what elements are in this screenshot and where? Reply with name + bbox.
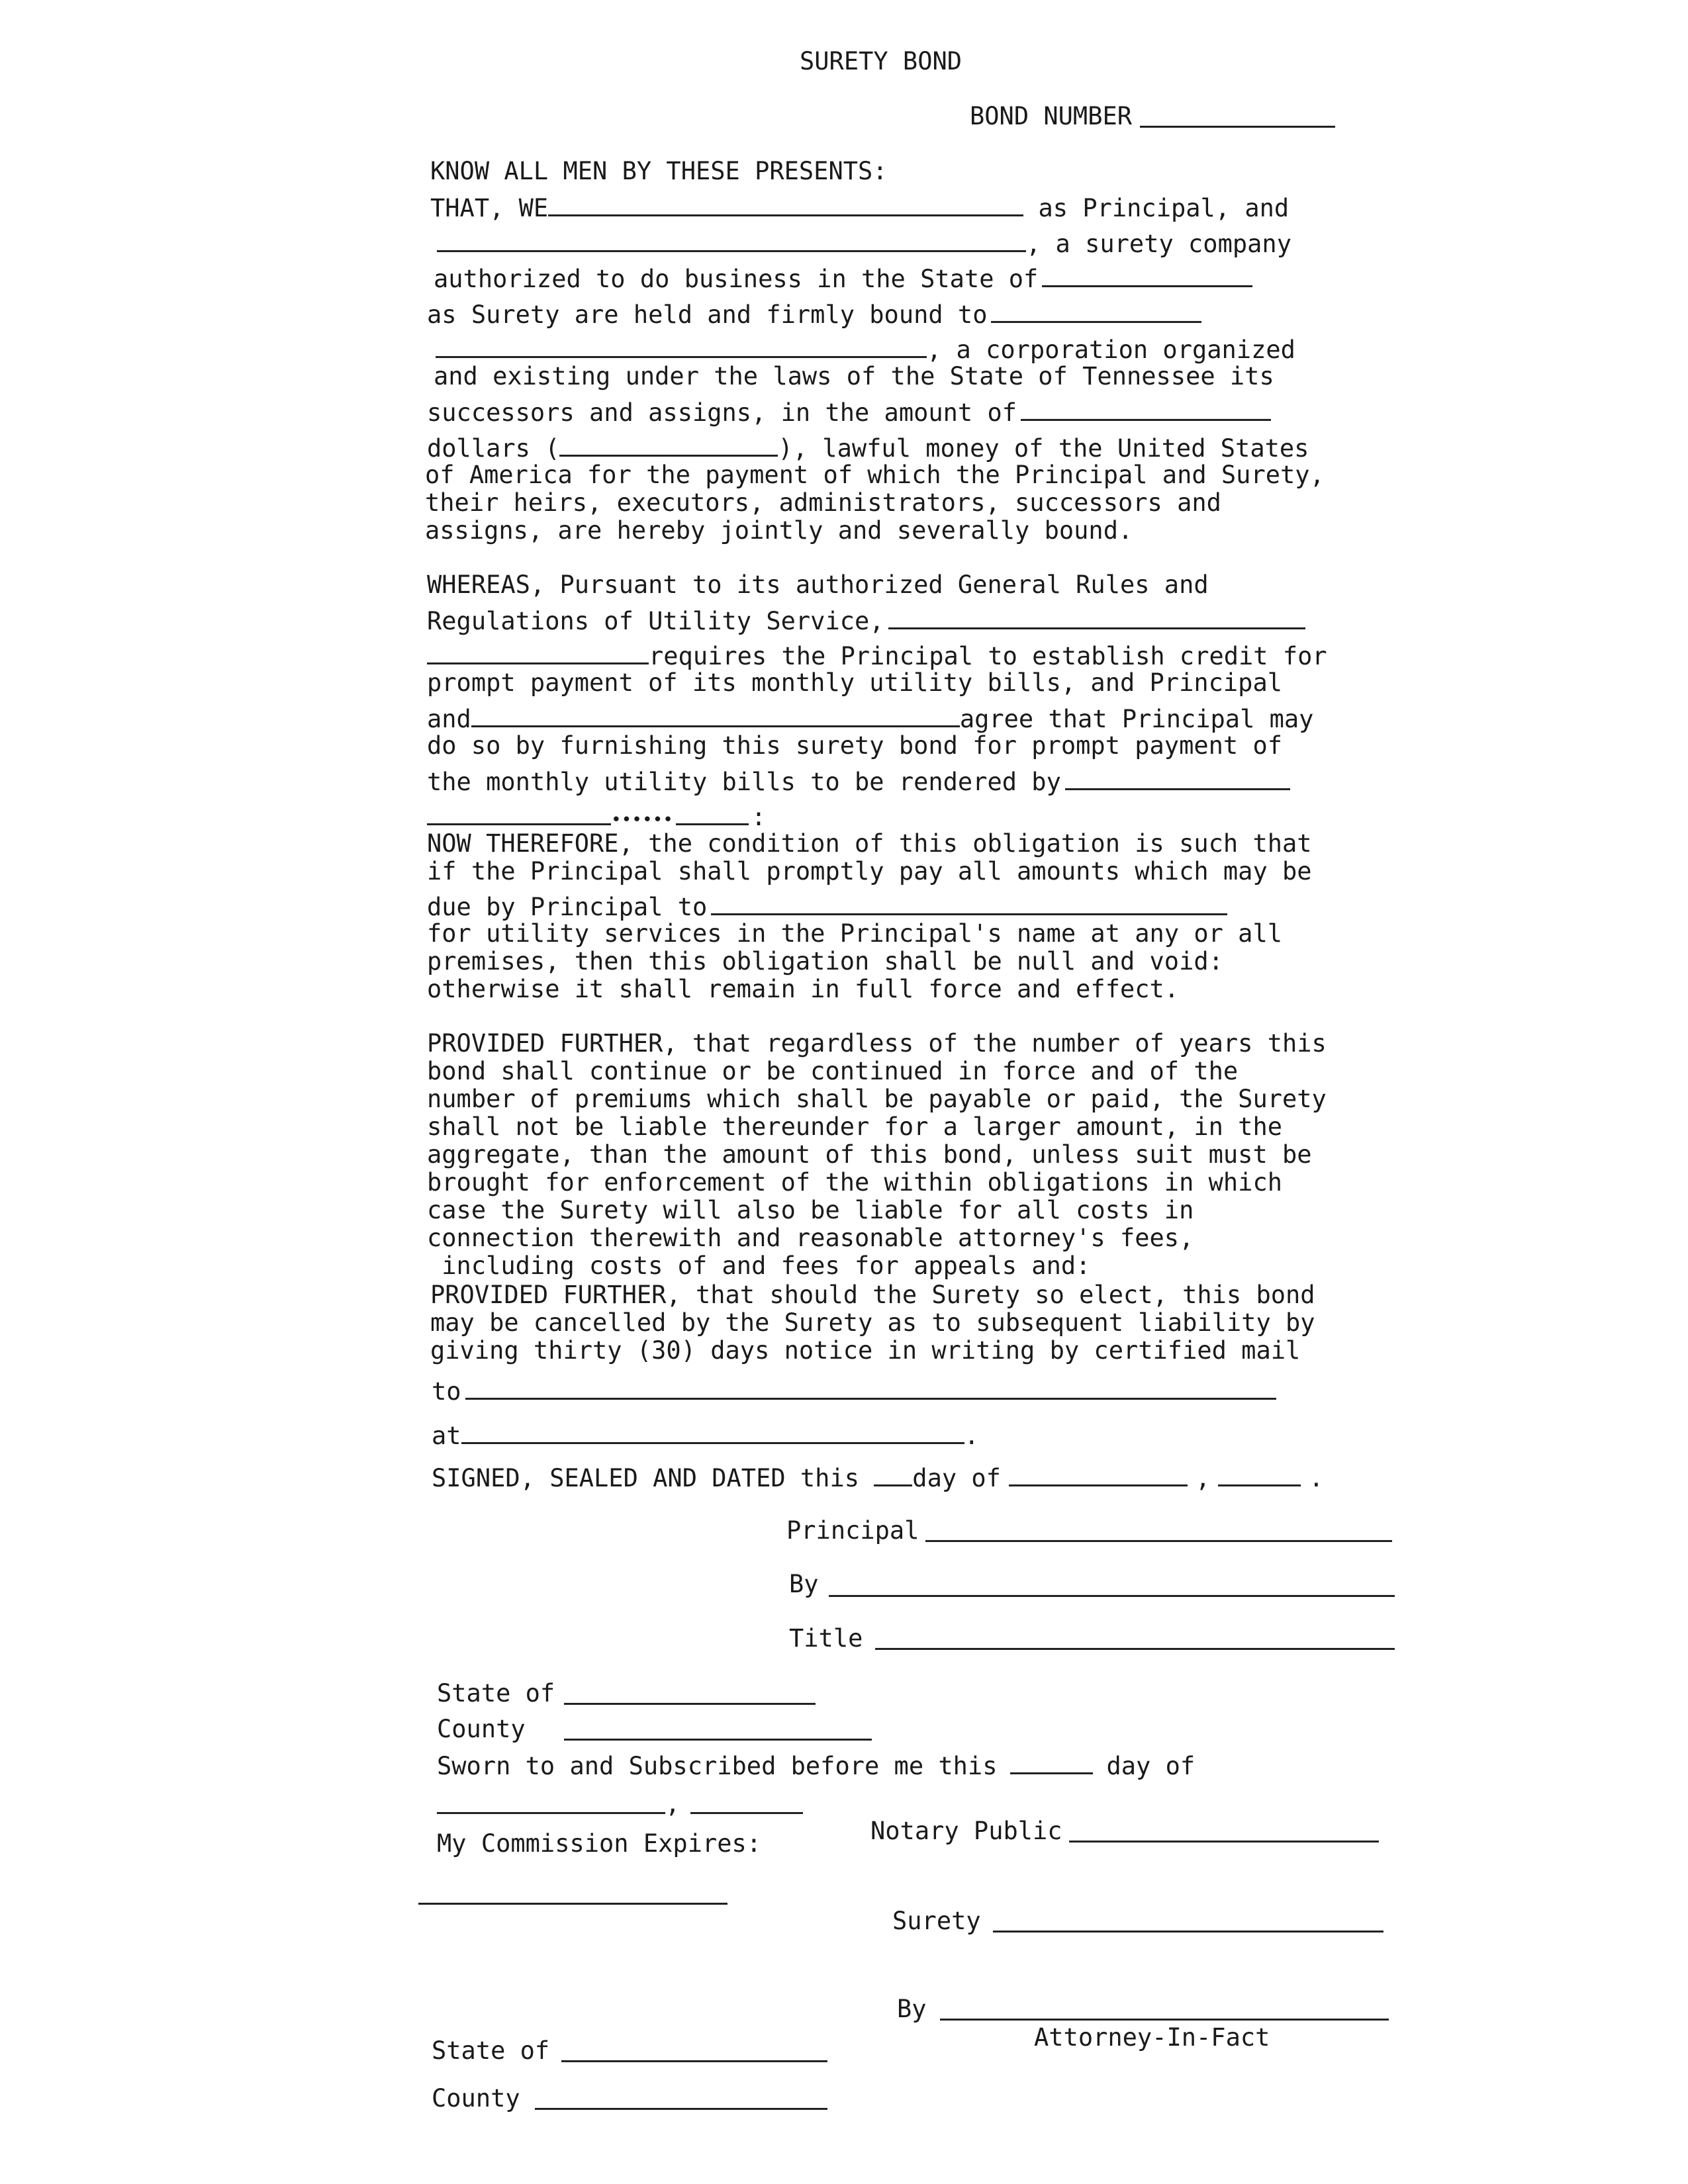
dollars-line: dollars ( ), lawful money of the United States <box>427 434 1309 463</box>
principal-name-field[interactable] <box>548 193 1023 216</box>
due-by-line: due by Principal to <box>427 892 1231 921</box>
due-to-field[interactable] <box>711 892 1227 915</box>
attorney-signature-field[interactable] <box>940 2019 1389 2021</box>
joint-bound-text: of America for the payment of which the Principal and Surety, their heirs, executors, administrators, successors and assigns, are hereby jointly and severally bound. <box>425 461 1325 545</box>
prompt-line: prompt payment of its monthly utility bills, and Principal <box>427 668 1283 697</box>
commission-expires-label: My Commission Expires: <box>437 1829 762 1858</box>
amount-figure-field[interactable] <box>559 433 778 457</box>
rendered-by-cont-field[interactable] <box>427 802 611 825</box>
utility-name-field[interactable] <box>888 606 1305 629</box>
sworn-line: Sworn to and Subscribed before me this day of <box>437 1752 1196 1780</box>
bond-number-field[interactable] <box>1140 126 1335 128</box>
county-label-1: County <box>437 1715 526 1743</box>
as-surety-line: as Surety are held and firmly bound to <box>427 300 1205 329</box>
monthly-line: the monthly utility bills to be rendered by <box>427 767 1294 796</box>
corporation-line: , a corporation organized <box>436 335 1295 364</box>
rendered-by-field[interactable] <box>1065 767 1290 790</box>
rendered-by-cont-line: •••••• : <box>427 802 766 834</box>
obligee-field[interactable] <box>991 300 1201 323</box>
surety-party-field[interactable] <box>471 704 960 727</box>
surety-signature-field[interactable] <box>993 1931 1383 1933</box>
surety-by-label: By <box>897 1995 927 2023</box>
principal-by-field[interactable] <box>829 1595 1395 1597</box>
state-of-label-2: State of <box>432 2036 550 2065</box>
sworn-comma: , <box>665 1790 680 1818</box>
amount-words-field[interactable] <box>1021 398 1271 421</box>
document-title: SURETY BOND <box>800 47 962 75</box>
and-agree-line: and agree that Principal may <box>427 705 1314 733</box>
utility-name-cont-field[interactable] <box>427 641 649 664</box>
authorized-line: authorized to do business in the State of <box>434 264 1256 293</box>
regulations-line: Regulations of Utility Service, <box>427 606 1309 635</box>
signed-year-field[interactable] <box>1218 1463 1301 1486</box>
state-field-2[interactable] <box>561 2060 827 2062</box>
rendered-by-cont-field-2[interactable] <box>676 802 749 825</box>
notice-to-field[interactable] <box>465 1377 1276 1400</box>
obligee-corporation-field[interactable] <box>436 335 927 358</box>
notary-signature-field[interactable] <box>1069 1841 1379 1843</box>
principal-signature-field[interactable] <box>925 1540 1392 1542</box>
state-of-label-1: State of <box>437 1679 555 1707</box>
do-so-line: do so by furnishing this surety bond for prompt payment of <box>427 731 1283 760</box>
signed-line: SIGNED, SEALED AND DATED this day of , . <box>432 1464 1324 1492</box>
at-line: at . <box>432 1422 979 1450</box>
county-field-2[interactable] <box>535 2108 827 2110</box>
surety-state-field[interactable] <box>1042 264 1252 287</box>
intro-line: KNOW ALL MEN BY THESE PRESENTS: <box>430 157 888 185</box>
county-label-2: County <box>432 2084 520 2113</box>
signed-day-field[interactable] <box>874 1463 912 1486</box>
surety-label: Surety <box>892 1907 981 1935</box>
notice-at-field[interactable] <box>461 1421 964 1444</box>
for-utility-text: for utility services in the Principal's name at any or all premises, then this obligation shall be null and void: otherwise it shall remain in full force and effect. <box>427 919 1283 1003</box>
sworn-day-field[interactable] <box>1010 1751 1093 1774</box>
sworn-month-field[interactable] <box>437 1812 665 1814</box>
whereas-line: WHEREAS, Pursuant to its authorized General Rules and <box>427 570 1209 599</box>
surety-company-field[interactable] <box>437 229 1026 252</box>
bond-number-label: BOND NUMBER <box>970 102 1133 130</box>
title-label: Title <box>789 1624 863 1653</box>
sworn-year-field[interactable] <box>690 1812 803 1814</box>
requires-line: requires the Principal to establish credit for <box>427 641 1327 670</box>
signed-month-field[interactable] <box>1009 1463 1188 1486</box>
to-line: to <box>432 1377 1280 1406</box>
provided-further-1-text: PROVIDED FURTHER, that regardless of the number of years this bond shall continue or be continued in force and of the number of premiums which shall be payable or paid, the Surety shall not be liable thereunder for a larger amount, in the aggregate, than the amount of this bond, unless suit must be brought for enforcement of the within obligations in which case the Surety will also be liable for all costs in connection therewith and reasonable attorney's fees, including costs of and fees for appeals and: <box>427 1029 1327 1280</box>
state-field-1[interactable] <box>564 1703 816 1705</box>
principal-title-field[interactable] <box>875 1648 1395 1650</box>
surety-company-line: , a surety company <box>437 229 1291 258</box>
attorney-in-fact-label: Attorney-In-Fact <box>1034 2023 1270 2052</box>
now-therefore-text: NOW THEREFORE, the condition of this obligation is such that if the Principal shall promptly pay all amounts which may be <box>427 829 1312 886</box>
successors-line: successors and assigns, in the amount of <box>427 398 1275 427</box>
commission-expires-field[interactable] <box>418 1903 727 1905</box>
principal-by-label: By <box>789 1570 819 1598</box>
that-we-line: THAT, WE as Principal, and <box>430 194 1289 222</box>
county-field-1[interactable] <box>564 1739 872 1741</box>
principal-label: Principal <box>786 1516 919 1545</box>
provided-further-2-text: PROVIDED FURTHER, that should the Surety so elect, this bond may be cancelled by the Surety as to subsequent liability by giving thirty (30) days notice in writing by certified mail <box>430 1281 1315 1365</box>
notary-public-label: Notary Public <box>870 1817 1062 1845</box>
existing-line: and existing under the laws of the State of Tennessee its <box>434 362 1274 390</box>
